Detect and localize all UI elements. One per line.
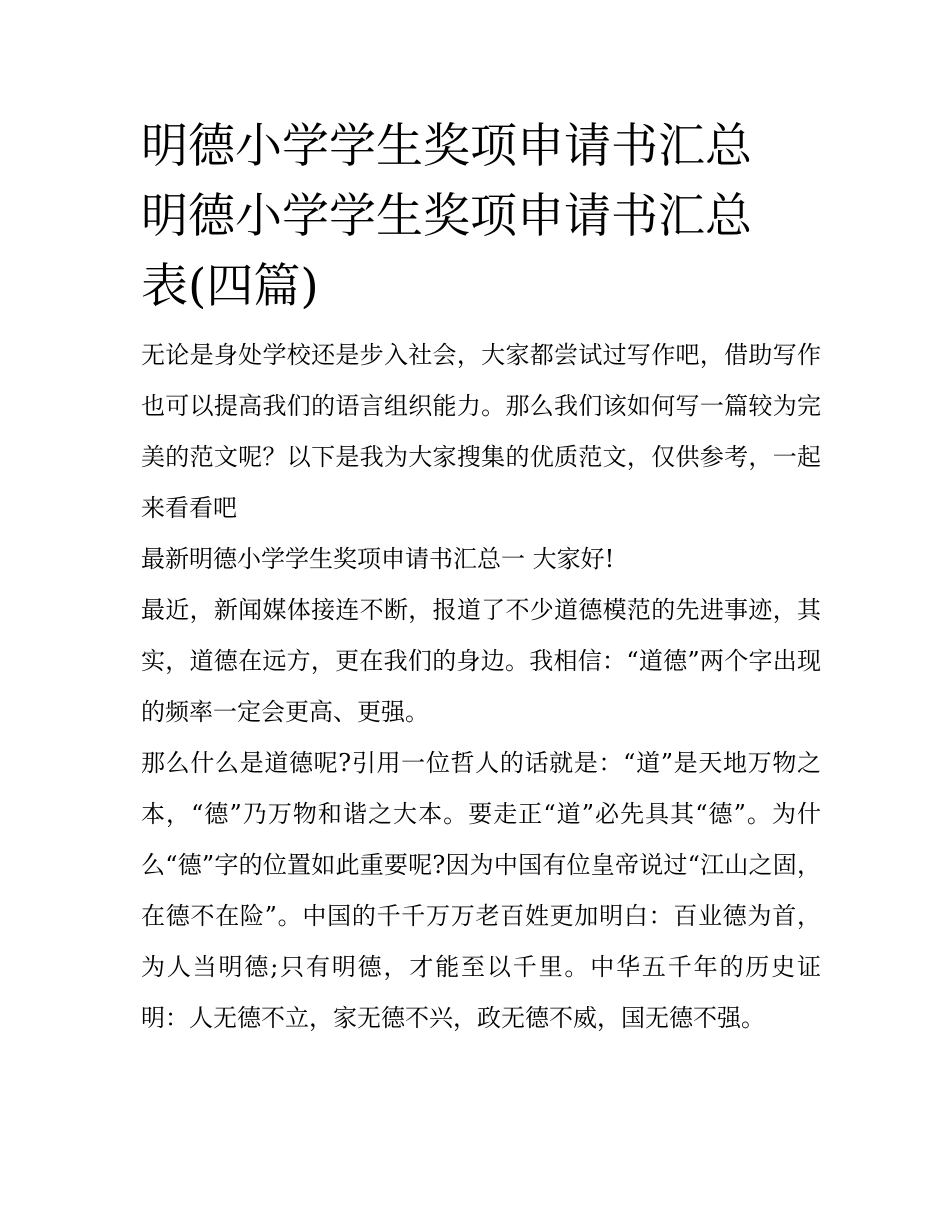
- title-line-2: 明德小学学生奖项申请书汇总: [141, 189, 752, 244]
- section-heading-paragraph: 最新明德小学学生奖项申请书汇总一 大家好!: [141, 545, 615, 573]
- document-body: [141, 112, 821, 1044]
- document-title: [141, 112, 821, 322]
- title-line-3: 表(四篇): [141, 259, 319, 314]
- news-paragraph: 最近，新闻媒体接连不断，报道了不少道德模范的先进事迹，其实，道德在远方，更在我们的身边。我相信：“道德”两个字出现的频率一定会更高、更强。: [141, 596, 821, 726]
- intro-paragraph: 无论是身处学校还是步入社会，大家都尝试过写作吧，借助写作也可以提高我们的语言组织能力。那么我们该如何写一篇较为完美的范文呢？以下是我为大家搜集的优质范文，仅供参考，一起来看看吧: [141, 341, 821, 522]
- morality-paragraph: 那么什么是道德呢?引用一位哲人的话就是：“道”是天地万物之本，“德”乃万物和谐之大本。要走正“道”必先具其“德”。为什么“德”字的位置如此重要呢?因为中国有位皇帝说过“江山之固，在德不在险”。中国的千千万万老百姓更加明白：百业德为首，为人当明德;只有明德，才能至以千里。中华五千年的历史证明：人无德不立，家无德不兴，政无德不威，国无德不强。: [141, 749, 821, 1032]
- title-line-1: 明德小学学生奖项申请书汇总: [141, 119, 752, 174]
